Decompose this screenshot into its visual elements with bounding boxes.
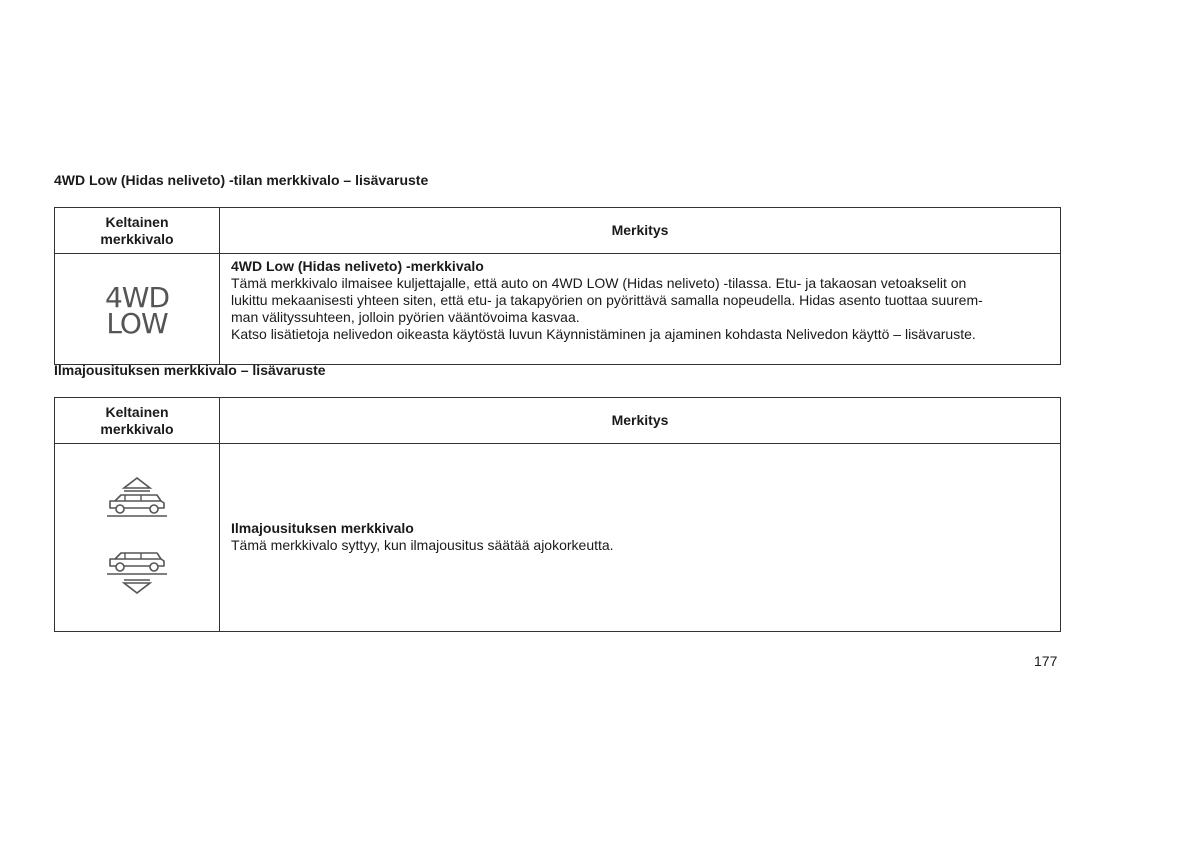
table-row [55,444,1061,632]
header-text-line: merkkivalo [100,230,174,247]
car-raise-icon [105,476,169,522]
column-header-indicator [55,208,220,254]
4wd-low-icon-text: 4WD [104,281,170,314]
section-heading-air-suspension: Ilmajousituksen merkkivalo – lisävaruste [54,362,326,378]
header-text-line: merkkivalo [100,420,174,437]
meaning-cell [220,254,1061,365]
row-title: Ilmajousituksen merkkivalo [231,519,414,536]
icon-cell [55,444,220,632]
meaning-cell [220,444,1061,632]
column-header-meaning: Merkitys [220,208,1061,254]
column-header-indicator [55,398,220,444]
table-header-row [55,208,1061,254]
header-text-line: Keltainen [105,213,169,230]
header-text-line: Keltainen [105,403,169,420]
section-heading-4wd-low: 4WD Low (Hidas neliveto) -tilan merkkivalo – lisävaruste [54,172,429,188]
4wd-low-icon-text: LOW [106,307,168,340]
table-row [55,254,1061,365]
column-header-meaning: Merkitys [220,398,1061,444]
indicator-table-air-suspension [54,397,1061,632]
table-header-row [55,398,1061,444]
4wd-low-icon [104,281,170,340]
row-description: Tämä merkkivalo ilmaisee kuljettajalle, että auto on 4WD LOW (Hidas neliveto) -tilassa. Etu- ja takaosan vetoakselit on lukittu mekaanisesti yhteen siten, että etu- ja takapyörien on pyörittävä samalla nopeudella. Hidas asento tuottaa suurem- man välityssuhteen, jolloin pyörien vääntövoima kasvaa. Katso lisätietoja nelivedon oikeasta käytöstä luvun Käynnistäminen ja ajaminen kohdasta Nelivedon käyttö – lisävaruste. [231,275,983,342]
page-number: 177 [1034,653,1058,669]
indicator-table-4wd-low [54,207,1061,365]
car-lower-icon [105,552,169,600]
row-description: Tämä merkkivalo syttyy, kun ilmajousitus säätää ajokorkeutta. [231,536,614,553]
row-title: 4WD Low (Hidas neliveto) -merkkivalo [231,258,484,274]
icon-cell [55,254,220,365]
